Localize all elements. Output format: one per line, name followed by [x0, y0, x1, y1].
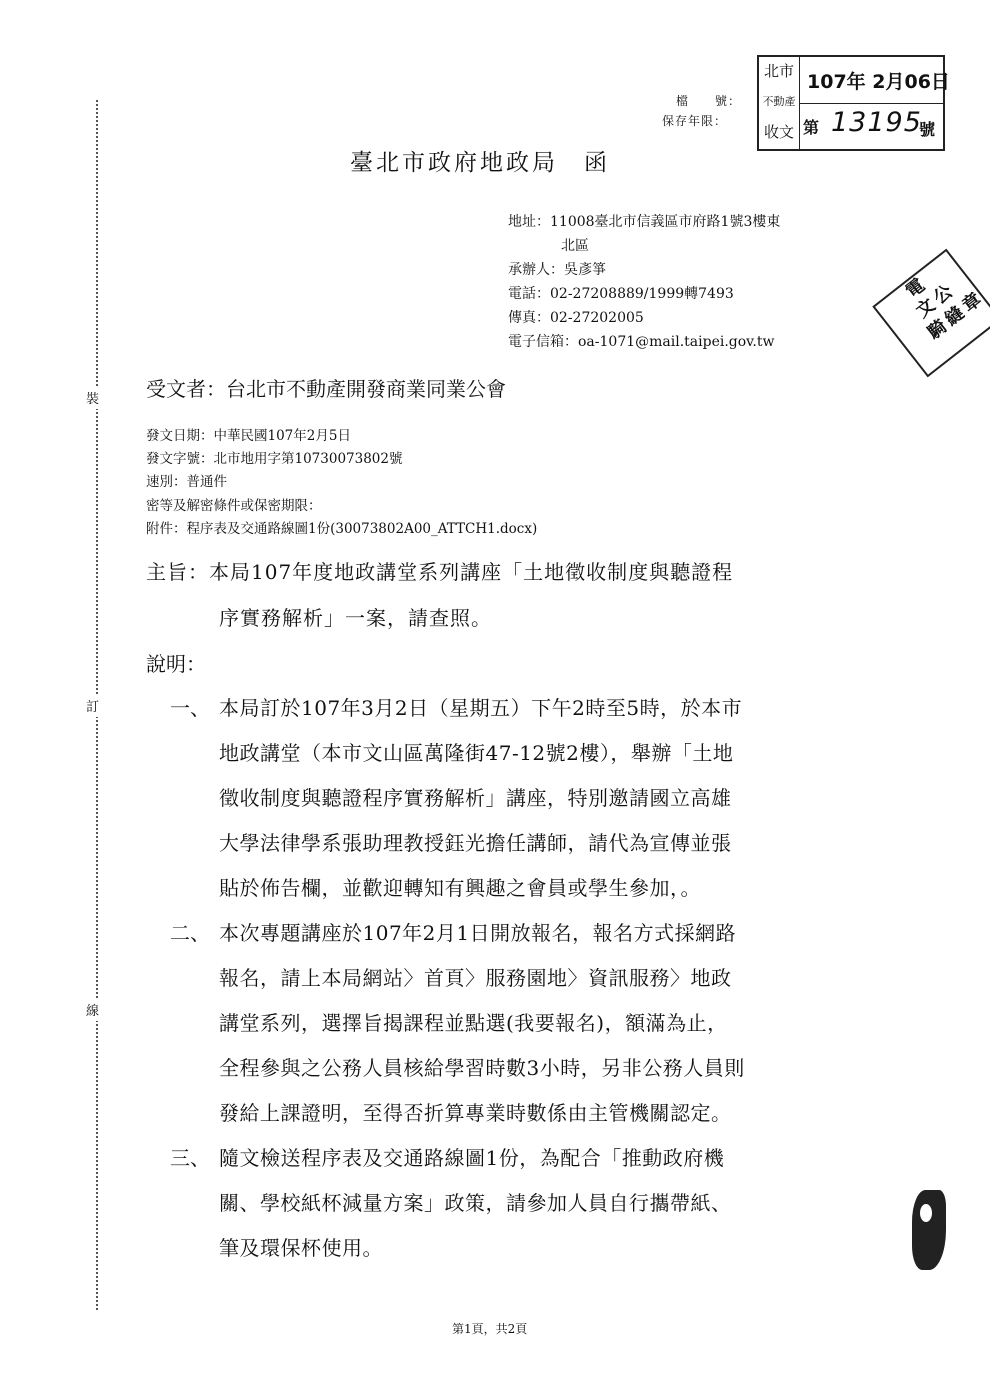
speed-category: 速別：普通件	[146, 474, 227, 490]
file-number-label: 檔 號：	[676, 94, 742, 108]
seal-char: 電	[901, 274, 929, 303]
paragraph-2-line: 講堂系列，選擇旨揭課程並點選(我要報名)，額滿為止，	[219, 1011, 728, 1035]
page-footer: 第1頁，共2頁	[452, 1322, 528, 1336]
margin-label-ding: 訂	[86, 694, 99, 717]
contact-address-line2: 北區	[561, 238, 589, 254]
document-number: 發文字號：北市地用字第10730073802號	[146, 451, 403, 467]
receipt-stamp	[757, 55, 950, 151]
margin-label-xian: 線	[86, 998, 99, 1021]
contact-fax: 傳真：02-27202005	[508, 310, 644, 326]
stamp-left-column	[759, 57, 800, 149]
subject-line1: 主旨：本局107年度地政講堂系列講座「土地徵收制度與聽證程	[146, 560, 734, 584]
paragraph-3-line: 隨文檢送程序表及交通路線圖1份，為配合「推動政府機	[219, 1146, 725, 1170]
stamp-number: 13195	[831, 107, 922, 138]
seal-char: 縫	[941, 302, 969, 331]
paragraph-2-line: 發給上課證明，至得否折算專業時數係由主管機關認定。	[219, 1101, 732, 1125]
stamp-divider	[799, 103, 943, 104]
stamp-org: 不動產	[762, 95, 796, 108]
document-title: 臺北市政府地政局 函	[350, 150, 610, 176]
paragraph-1-line: 徵收制度與聽證程序實務解析」講座，特別邀請國立高雄	[219, 786, 732, 810]
stamp-received: 收文	[763, 123, 794, 141]
recipient: 受文者：台北市不動產開發商業同業公會	[146, 377, 506, 401]
stamp-number-suffix: 號	[919, 120, 936, 139]
paragraph-1-number: 一、	[170, 696, 210, 720]
seal-char: 文	[912, 294, 940, 323]
paragraph-1-line: 地政講堂（本市文山區萬隆街47-12號2樓），舉辦「土地	[219, 741, 734, 765]
stamp-number-prefix: 第	[803, 118, 820, 137]
paragraph-2-line: 本次專題講座於107年2月1日開放報名，報名方式採網路	[219, 921, 737, 945]
paragraph-3-line: 筆及環保杯使用。	[219, 1236, 383, 1260]
paragraph-2-number: 二、	[170, 921, 210, 945]
contact-address-line1: 地址：11008臺北市信義區市府路1號3樓東	[508, 214, 781, 230]
retention-period-label: 保存年限：	[662, 114, 728, 128]
partial-seal-mark	[912, 1190, 946, 1270]
secrecy-level: 密等及解密條件或保密期限：	[146, 498, 322, 514]
paragraph-1-line: 本局訂於107年3月2日（星期五）下午2時至5時，於本市	[219, 696, 743, 720]
contact-phone: 電話：02-27208889/1999轉7493	[508, 286, 734, 302]
issue-date: 發文日期：中華民國107年2月5日	[146, 428, 351, 444]
attachment: 附件：程序表及交通路線圖1份(30073802A00_ATTCH1.docx)	[146, 521, 538, 537]
paragraph-1-line: 大學法律學系張助理教授鈺光擔任講師，請代為宣傳並張	[219, 831, 732, 855]
contact-email: 電子信箱：oa-1071@mail.taipei.gov.tw	[508, 334, 775, 350]
stamp-date: 107年 2月06日	[807, 71, 950, 93]
contact-handler: 承辦人：吳彥箏	[508, 262, 606, 278]
seam-seal-stamp	[872, 249, 990, 378]
stamp-city: 北市	[763, 62, 794, 80]
paragraph-3-line: 關、學校紙杯減量方案」政策，請參加人員自行攜帶紙、	[219, 1191, 732, 1215]
seal-char: 騎	[923, 315, 951, 344]
margin-label-zhuang: 裝	[86, 386, 99, 409]
seal-char: 章	[958, 288, 986, 317]
seal-char: 公	[929, 281, 957, 309]
explanation-label: 說明：	[146, 652, 206, 676]
paragraph-1-line: 貼於佈告欄，並歡迎轉知有興趣之會員或學生參加，。	[219, 876, 701, 900]
paragraph-2-line: 全程參與之公務人員核給學習時數3小時，另非公務人員則	[219, 1056, 745, 1080]
paragraph-3-number: 三、	[170, 1146, 210, 1170]
subject-line2: 序實務解析」一案，請查照。	[219, 606, 492, 630]
paragraph-2-line: 報名，請上本局網站〉首頁〉服務園地〉資訊服務〉地政	[219, 966, 732, 990]
